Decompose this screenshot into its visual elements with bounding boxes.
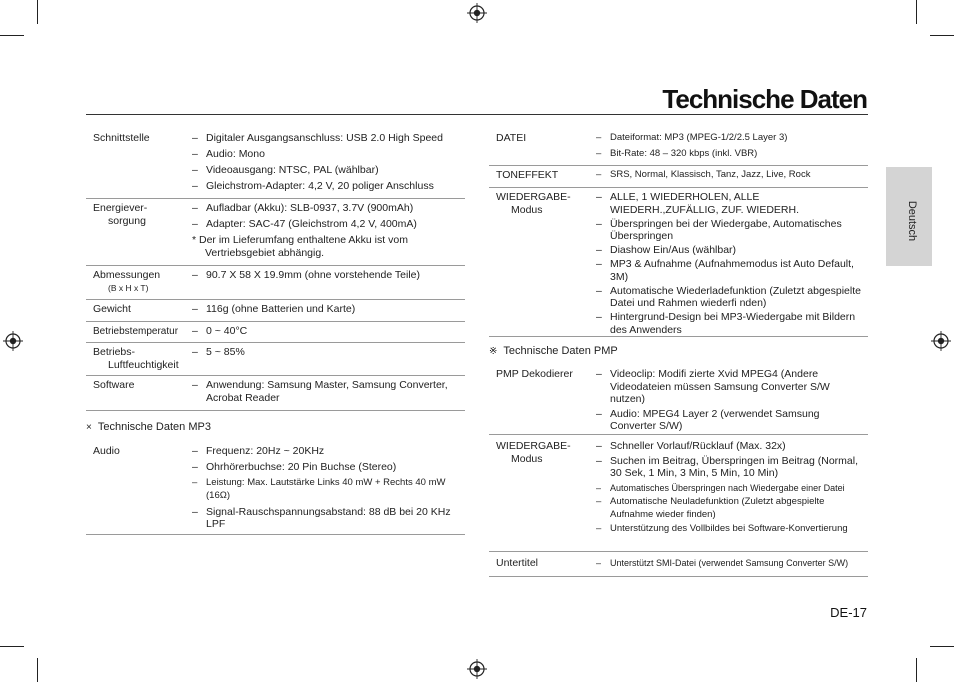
left-column	[86, 126, 465, 411]
spec-row-untertitel	[489, 552, 868, 577]
spec-item: – SRS, Normal, Klassisch, Tanz, Jazz, Live, Rock	[596, 169, 861, 182]
spec-item: – Audio: MPEG4 Layer 2 (verwendet Samsung Converter S/W)	[596, 408, 861, 433]
spec-label: DATEI	[496, 132, 527, 144]
mp3-table	[86, 440, 465, 535]
pmp-table	[489, 363, 868, 577]
spec-row-luftfeuchtigkeit	[86, 343, 465, 376]
spec-item: – 90.7 X 58 X 19.9mm (ohne vorstehende Teile)	[192, 269, 464, 282]
spec-label	[93, 269, 160, 295]
title-rule	[86, 114, 868, 115]
spec-row-software	[86, 376, 465, 411]
spec-label: Audio	[93, 445, 120, 457]
spec-items	[596, 440, 861, 539]
spec-label: PMP Dekodierer	[496, 368, 573, 380]
spec-row-schnittstelle	[86, 126, 465, 199]
crop-mark	[930, 646, 954, 647]
spec-items	[192, 379, 454, 408]
spec-item: – Bit-Rate: 48 – 320 kbps (inkl. VBR)	[596, 148, 861, 161]
page-title: Technische Daten	[662, 84, 867, 114]
spec-note: Vertriebsgebiet abhängig.	[205, 246, 325, 259]
spec-row-audio	[86, 440, 465, 535]
spec-item: – Videoausgang: NTSC, PAL (wählbar)	[192, 164, 464, 177]
crosshair-registration-icon	[931, 331, 951, 351]
spec-label-line: (B x H x T)	[108, 283, 149, 293]
crop-mark	[37, 0, 38, 24]
spec-label: Software	[93, 379, 135, 391]
spec-item: – Ohrhörerbuchse: 20 Pin Buchse (Stereo)	[192, 461, 454, 474]
crop-mark	[0, 35, 24, 36]
spec-item: – ALLE, 1 WIEDERHOLEN, ALLE WIEDERH.,ZUFÄLLIG, ZUF. WIEDERH.	[596, 191, 861, 216]
spec-row-gewicht	[86, 300, 465, 322]
crop-mark	[0, 646, 24, 647]
spec-item: – 0 ~ 40°C	[192, 325, 464, 338]
spec-label-line: sorgung	[108, 215, 146, 227]
language-side-tab	[886, 167, 932, 266]
spec-items	[192, 303, 464, 319]
spec-label: Untertitel	[496, 557, 539, 569]
spec-item: – Aufladbar (Akku): SLB-0937, 3.7V (900mAh)	[192, 202, 464, 215]
spec-item: – Schneller Vorlauf/Rücklauf (Max. 32x)	[596, 440, 861, 453]
spec-row-pmp-dekodierer	[489, 363, 868, 435]
spec-row-abmessungen	[86, 266, 465, 300]
reference-mark-icon: ×	[86, 422, 92, 433]
spec-label-line: Modus	[511, 204, 543, 216]
spec-items	[596, 132, 861, 164]
spec-row-toneffekt	[489, 166, 868, 188]
crop-mark	[916, 0, 917, 24]
spec-items	[596, 557, 868, 573]
crop-mark	[37, 658, 38, 682]
spec-item: – Automatisches Überspringen nach Wiedergabe einer Datei	[596, 482, 861, 495]
spec-item: – Dateiformat: MP3 (MPEG-1/2/2.5 Layer 3)	[596, 132, 861, 145]
reference-mark-icon: ※	[489, 346, 498, 357]
spec-item: – Überspringen bei der Wiedergabe, Automatisches Überspringen	[596, 218, 861, 243]
spec-item: – Videoclip: Modifi zierte Xvid MPEG4 (Andere Videodateien müssen Samsung Converter S/W nutzen)	[596, 368, 861, 406]
spec-label-line: WIEDERGABE-	[496, 191, 571, 203]
spec-label-line: Betriebs-	[93, 346, 136, 358]
spec-label: Schnittstelle	[93, 132, 150, 144]
side-tab-label: Deutsch	[906, 200, 918, 242]
spec-items	[192, 445, 454, 534]
spec-label	[93, 346, 179, 372]
spec-row-betriebstemperatur	[86, 322, 465, 343]
spec-label	[496, 191, 571, 217]
crosshair-registration-icon	[467, 3, 487, 23]
pmp-section-heading	[489, 345, 618, 357]
crosshair-registration-icon	[3, 331, 23, 351]
spec-items	[192, 132, 464, 196]
spec-item: – Adapter: SAC-47 (Gleichstrom 4,2 V, 400mA)	[192, 218, 464, 231]
spec-label	[496, 440, 571, 466]
crop-mark	[930, 35, 954, 36]
spec-items	[192, 325, 464, 341]
spec-label: TONEFFEKT	[496, 169, 559, 181]
spec-item: – Frequenz: 20Hz ~ 20KHz	[192, 445, 454, 458]
spec-items	[192, 269, 464, 285]
spec-item: – 116g (ohne Batterien und Karte)	[192, 303, 464, 316]
spec-items	[596, 191, 861, 338]
spec-item: – Diashow Ein/Aus (wählbar)	[596, 244, 861, 257]
spec-item: – Anwendung: Samsung Master, Samsung Converter, Acrobat Reader	[192, 379, 454, 404]
spec-items	[596, 368, 861, 436]
spec-items	[192, 202, 464, 260]
spec-row-energieversorgung	[86, 199, 465, 266]
spec-item: – Audio: Mono	[192, 148, 464, 161]
spec-item: – Signal-Rauschspannungsabstand: 88 dB bei 20 KHz LPF	[192, 506, 454, 531]
spec-label-line: Luftfeuchtigkeit	[108, 359, 179, 371]
spec-label-line: Abmessungen	[93, 269, 161, 281]
spec-row-datei	[489, 126, 868, 166]
spec-row-wiedergabe-modus	[489, 188, 868, 337]
spec-items	[596, 169, 861, 185]
mp3-section-heading	[86, 421, 211, 433]
spec-item: – Automatische Neuladefunktion (Zuletzt abgespielte Aufnahme wieder finden)	[596, 496, 861, 521]
spec-item: – Unterstützt SMI-Datei (verwendet Samsung Converter S/W)	[596, 557, 868, 570]
spec-label-line: Energiever-	[93, 202, 148, 214]
spec-item: – Hintergrund-Design bei MP3-Wiedergabe mit Bildern des Anwenders	[596, 311, 861, 336]
page-number: DE-17	[830, 605, 867, 620]
spec-items	[192, 346, 464, 362]
spec-label	[93, 202, 147, 228]
pmp-heading-text: Technische Daten PMP	[503, 345, 618, 357]
mp3-heading-text: Technische Daten MP3	[97, 421, 211, 433]
spec-label: Betriebstemperatur	[93, 326, 179, 337]
spec-label: Gewicht	[93, 303, 131, 315]
spec-label-line: WIEDERGABE-	[496, 440, 571, 452]
spec-item: – Automatische Wiederladefunktion (Zuletzt abgespielte Datei und Rahmen wiederfi nden)	[596, 285, 861, 310]
spec-item: – Unterstützung des Vollbildes bei Software-Konvertierung	[596, 523, 861, 536]
spec-item: – Leistung: Max. Lautstärke Links 40 mW + Rechts 40 mW (16Ω)	[192, 477, 454, 502]
spec-item: – Digitaler Ausgangsanschluss: USB 2.0 High Speed	[192, 132, 464, 145]
spec-label-line: Modus	[511, 453, 543, 465]
spec-item: – Gleichstrom-Adapter: 4,2 V, 20 poliger Anschluss	[192, 180, 464, 193]
spec-row-pmp-wiedergabe-modus	[489, 435, 868, 552]
spec-item: – Suchen im Beitrag, Überspringen im Beitrag (Normal, 30 Sek, 1 Min, 3 Min, 5 Min, 10 Min)	[596, 455, 861, 480]
crop-mark	[916, 658, 917, 682]
crosshair-registration-icon	[467, 659, 487, 679]
spec-item: – 5 ~ 85%	[192, 346, 464, 359]
spec-note: * Der im Lieferumfang enthaltene Akku ist vom	[192, 234, 408, 246]
spec-item: – MP3 & Aufnahme (Aufnahmemodus ist Auto Default, 3M)	[596, 258, 861, 283]
right-column	[489, 126, 868, 337]
